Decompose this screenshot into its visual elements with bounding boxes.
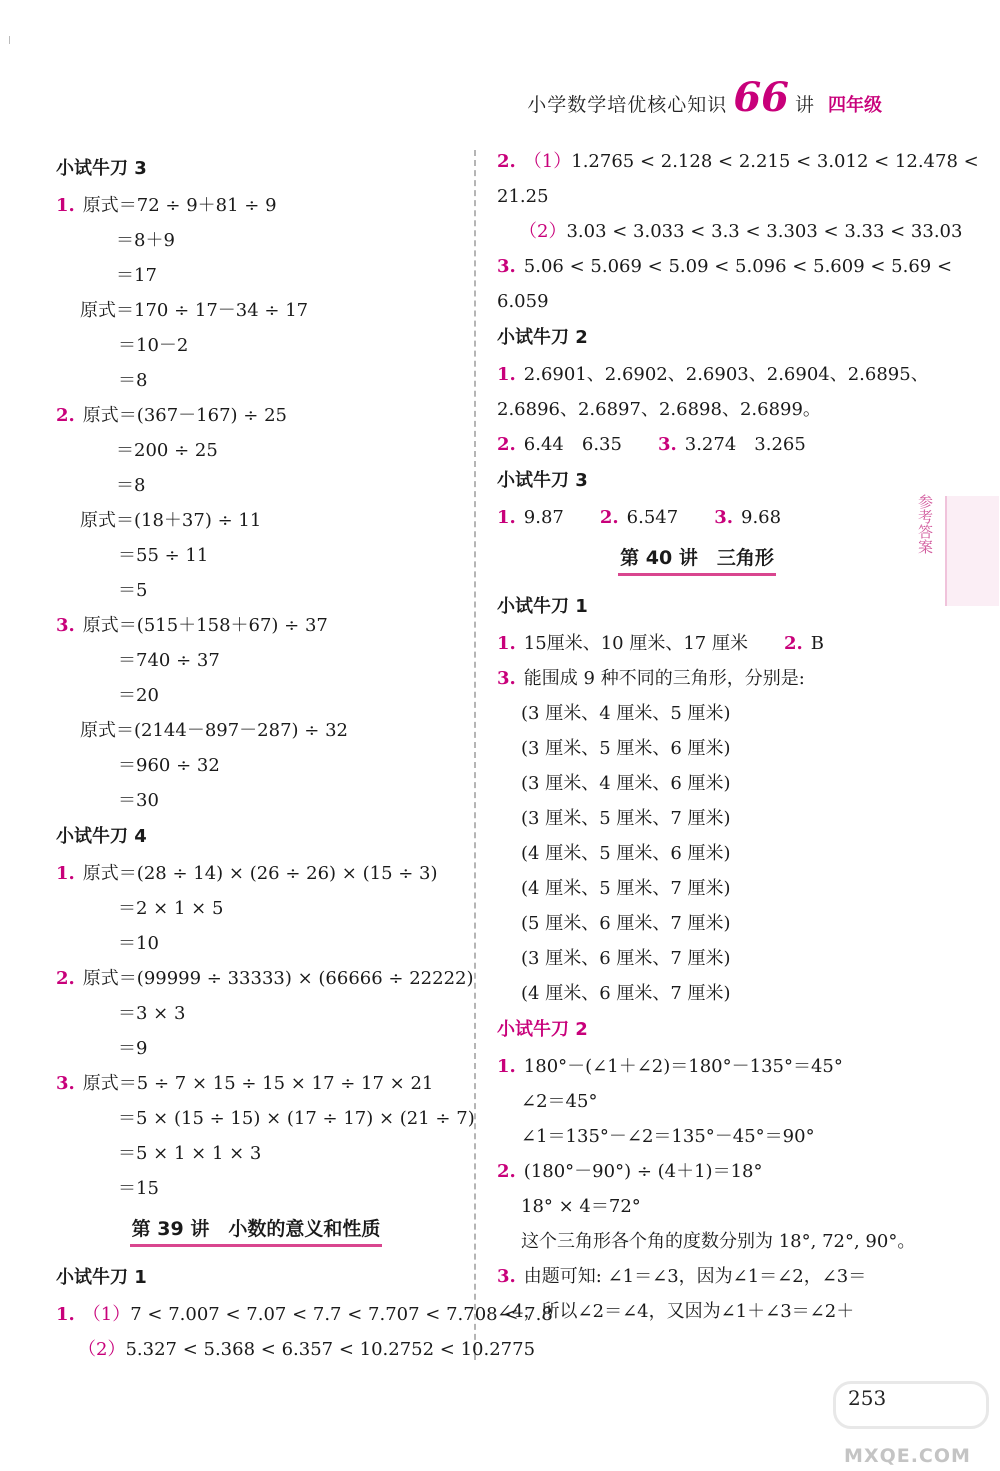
answer-text: 2.6896、2.6897、2.6898、2.6899。	[497, 399, 821, 420]
answer-line	[56, 1297, 553, 1332]
answer-line	[56, 1332, 536, 1367]
answer-text: 原式＝(367－167) ÷ 25	[82, 405, 287, 426]
answer-text: ∠2＝45°	[521, 1091, 598, 1112]
book-unit: 讲	[794, 94, 814, 116]
answer-line	[56, 1136, 456, 1171]
question-number: 2.	[783, 633, 803, 654]
answer-line	[56, 608, 456, 643]
answer-line	[56, 1171, 456, 1206]
answer-line	[56, 293, 456, 328]
answer-text: 原式＝(99999 ÷ 33333) × (66666 ÷ 22222)	[82, 968, 474, 989]
answer-text: (5 厘米、6 厘米、7 厘米)	[521, 913, 731, 934]
answer-line	[497, 357, 929, 392]
answer-line	[56, 538, 456, 573]
answer-line	[56, 1101, 475, 1136]
answer-text: (4 厘米、6 厘米、7 厘米)	[521, 983, 731, 1004]
section-heading: 小试牛刀 3	[497, 470, 588, 491]
answer-line	[56, 398, 456, 433]
answer-line	[497, 906, 897, 941]
answer-text: (3 厘米、6 厘米、7 厘米)	[521, 948, 731, 969]
answer-text: ＝200 ÷ 25	[116, 440, 218, 461]
answer-text: 3.03 < 3.033 < 3.3 < 3.303 < 3.33 < 33.03	[566, 221, 963, 242]
answer-line	[497, 626, 897, 661]
answer-line	[497, 1189, 897, 1224]
answer-line	[56, 573, 456, 608]
answer-text: ＝960 ÷ 32	[118, 755, 220, 776]
answer-line	[497, 871, 897, 906]
answer-line	[56, 468, 456, 503]
answer-line	[56, 223, 456, 258]
chapter-title-text: 第 40 讲 三角形	[618, 543, 776, 576]
answer-line	[497, 427, 897, 462]
question-number: 1.	[56, 195, 75, 216]
section-heading: 小试牛刀 1	[497, 596, 588, 617]
answer-text: ＝740 ÷ 37	[118, 650, 220, 671]
answer-line	[497, 696, 897, 731]
answer-text: 原式＝5 ÷ 7 × 15 ÷ 15 × 17 ÷ 17 × 21	[82, 1073, 434, 1094]
answer-text: 180°－(∠1＋∠2)＝180°－135°＝45°	[523, 1056, 843, 1077]
answer-line	[497, 836, 897, 871]
answer-line	[497, 249, 953, 284]
answer-text: 1.2765 < 2.128 < 2.215 < 3.012 < 12.478 <	[571, 151, 979, 172]
sub-question-label: （2）	[519, 221, 567, 242]
question-number: 2.	[497, 434, 516, 455]
answer-text: 9.68	[741, 507, 782, 528]
answer-line	[497, 1294, 897, 1329]
answer-line	[497, 976, 897, 1011]
question-number: 3.	[657, 434, 677, 455]
answer-text: 5.327 < 5.368 < 6.357 < 10.2752 < 10.2775	[125, 1339, 536, 1360]
question-number: 3.	[714, 507, 733, 528]
answer-line	[56, 503, 456, 538]
answer-line	[56, 678, 456, 713]
answer-text: ＝8＋9	[116, 230, 175, 251]
answer-text: ＝30	[118, 790, 159, 811]
answer-text: (3 厘米、5 厘米、7 厘米)	[521, 808, 731, 829]
answer-line	[497, 500, 897, 535]
section-heading: 小试牛刀 1	[56, 1267, 147, 1288]
side-tab-text	[914, 494, 936, 554]
crop-mark	[9, 36, 10, 44]
grade-label: 四年级	[828, 95, 882, 116]
answer-text: ＝15	[118, 1178, 159, 1199]
watermark-text: MXQE.COM	[844, 1445, 971, 1467]
answer-line	[56, 748, 456, 783]
answer-text: 3.274 3.265	[684, 434, 806, 455]
answer-text: ∠1＝135°－∠2＝135°－45°＝90°	[521, 1126, 815, 1147]
answer-line	[497, 179, 897, 214]
side-tab-label: 参考答案	[916, 494, 934, 554]
question-number: 3.	[56, 615, 75, 636]
answer-text: (3 厘米、4 厘米、6 厘米)	[521, 773, 731, 794]
answer-line	[56, 926, 456, 961]
answer-text: ＝2 × 1 × 5	[118, 898, 224, 919]
answer-text: 原式＝72 ÷ 9＋81 ÷ 9	[82, 195, 277, 216]
answer-text: ＝5 × 1 × 1 × 3	[118, 1143, 262, 1164]
answer-line	[497, 731, 897, 766]
answer-line	[497, 284, 897, 319]
answer-text: 由题可知: ∠1＝∠3，因为∠1＝∠2，∠3＝	[523, 1266, 867, 1287]
column-divider	[474, 150, 476, 1360]
answer-text: ＝8	[118, 370, 148, 391]
chapter-title	[56, 1214, 456, 1247]
answer-line	[56, 783, 456, 818]
answer-line	[56, 188, 456, 223]
section-heading: 小试牛刀 4	[56, 826, 147, 847]
answer-text: ＝10	[118, 933, 159, 954]
answer-text: 2.6901、2.6902、2.6903、2.6904、2.6895、	[523, 364, 929, 385]
answer-text: 原式＝(2144－897－287) ÷ 32	[80, 720, 348, 741]
answer-line	[497, 1049, 897, 1084]
answer-line	[497, 801, 897, 836]
book-title: 小学数学培优核心知识	[527, 94, 728, 116]
answer-line	[497, 144, 979, 179]
answer-line	[56, 856, 456, 891]
answer-line	[56, 258, 456, 293]
book-number: 66	[733, 74, 789, 121]
answer-text: ＝5 × (15 ÷ 15) × (17 ÷ 17) × (21 ÷ 7)	[118, 1108, 475, 1129]
answer-text: 原式＝(28 ÷ 14) × (26 ÷ 26) × (15 ÷ 3)	[82, 863, 438, 884]
answer-text: ＝17	[116, 265, 157, 286]
question-number: 1.	[56, 1304, 75, 1325]
answer-text: 6.547	[626, 507, 715, 528]
answer-line	[497, 1224, 916, 1259]
answer-line	[497, 392, 897, 427]
answer-line	[56, 433, 456, 468]
question-number: 2.	[56, 968, 75, 989]
answer-line	[497, 1119, 897, 1154]
question-number: 2.	[497, 151, 516, 172]
page-number: 253	[848, 1386, 887, 1410]
sub-question-label: （2）	[78, 1339, 126, 1360]
section-heading: 小试牛刀 3	[56, 158, 147, 179]
answer-line	[497, 1084, 897, 1119]
answer-line	[56, 961, 474, 996]
answer-line	[56, 363, 456, 398]
answer-text: ＝9	[118, 1038, 148, 1059]
answer-text: 原式＝(18＋37) ÷ 11	[80, 510, 262, 531]
answer-text: 18° × 4＝72°	[521, 1196, 641, 1217]
question-number: 2.	[497, 1161, 516, 1182]
answer-text: (3 厘米、5 厘米、6 厘米)	[521, 738, 731, 759]
answer-text: (3 厘米、4 厘米、5 厘米)	[521, 703, 731, 724]
question-number: 2.	[56, 405, 75, 426]
answer-line	[56, 643, 456, 678]
answer-line	[497, 1259, 897, 1294]
answer-text: ＝55 ÷ 11	[118, 545, 209, 566]
answer-text: ＝10－2	[118, 335, 189, 356]
question-number: 2.	[599, 507, 619, 528]
answer-line	[56, 1066, 456, 1101]
question-number: 1.	[497, 364, 516, 385]
answer-text: ＝5	[118, 580, 148, 601]
answer-text: 6.44 6.35	[523, 434, 658, 455]
chapter-title	[497, 543, 897, 576]
answer-line	[56, 713, 456, 748]
answer-text: (180°－90°) ÷ (4＋1)＝18°	[523, 1161, 763, 1182]
answer-text: 6.059	[497, 291, 549, 312]
question-number: 3.	[497, 1266, 516, 1287]
sub-question-label: （1）	[82, 1304, 131, 1325]
question-number: 1.	[497, 1056, 516, 1077]
answer-text: (4 厘米、5 厘米、7 厘米)	[521, 878, 731, 899]
section-heading: 小试牛刀 2	[497, 327, 588, 348]
answer-text: ＝8	[116, 475, 146, 496]
answer-text: 15厘米、10 厘米、17 厘米	[523, 633, 784, 654]
answer-line	[497, 1154, 897, 1189]
side-tab	[945, 496, 999, 606]
question-number: 1.	[497, 507, 516, 528]
sub-question-label: （1）	[523, 151, 572, 172]
answer-text: 能围成 9 种不同的三角形，分别是:	[523, 668, 805, 689]
answer-text: 原式＝170 ÷ 17－34 ÷ 17	[80, 300, 309, 321]
answer-line	[56, 1031, 456, 1066]
answer-line	[497, 661, 897, 696]
answer-text: 5.06 < 5.069 < 5.09 < 5.096 < 5.609 < 5.69 <	[523, 256, 953, 277]
question-number: 3.	[497, 256, 516, 277]
question-number: 3.	[56, 1073, 75, 1094]
section-heading: 小试牛刀 2	[497, 1019, 588, 1040]
answer-line	[56, 328, 456, 363]
answer-line	[497, 766, 897, 801]
chapter-title-text: 第 39 讲 小数的意义和性质	[130, 1214, 383, 1247]
answer-text: 9.87	[523, 507, 600, 528]
answer-text: ＝20	[118, 685, 159, 706]
question-number: 1.	[497, 633, 516, 654]
answer-text: B	[810, 633, 824, 654]
answer-text: 7 < 7.007 < 7.07 < 7.7 < 7.707 < 7.708 < 7.8	[130, 1304, 553, 1325]
running-header	[527, 74, 882, 121]
answer-line	[497, 214, 963, 249]
answer-text: (4 厘米、5 厘米、6 厘米)	[521, 843, 731, 864]
question-number: 1.	[56, 863, 75, 884]
answer-line	[56, 996, 456, 1031]
answer-text: 原式＝(515＋158＋67) ÷ 37	[82, 615, 328, 636]
answer-text: ＝3 × 3	[118, 1003, 186, 1024]
answer-text: ∠4，所以∠2＝∠4，又因为∠1＋∠3＝∠2＋	[497, 1301, 855, 1322]
answer-line	[56, 891, 456, 926]
answer-text: 这个三角形各个角的度数分别为 18°, 72°, 90°。	[521, 1231, 916, 1252]
question-number: 3.	[497, 668, 516, 689]
answer-line	[497, 941, 897, 976]
answer-text: 21.25	[497, 186, 549, 207]
